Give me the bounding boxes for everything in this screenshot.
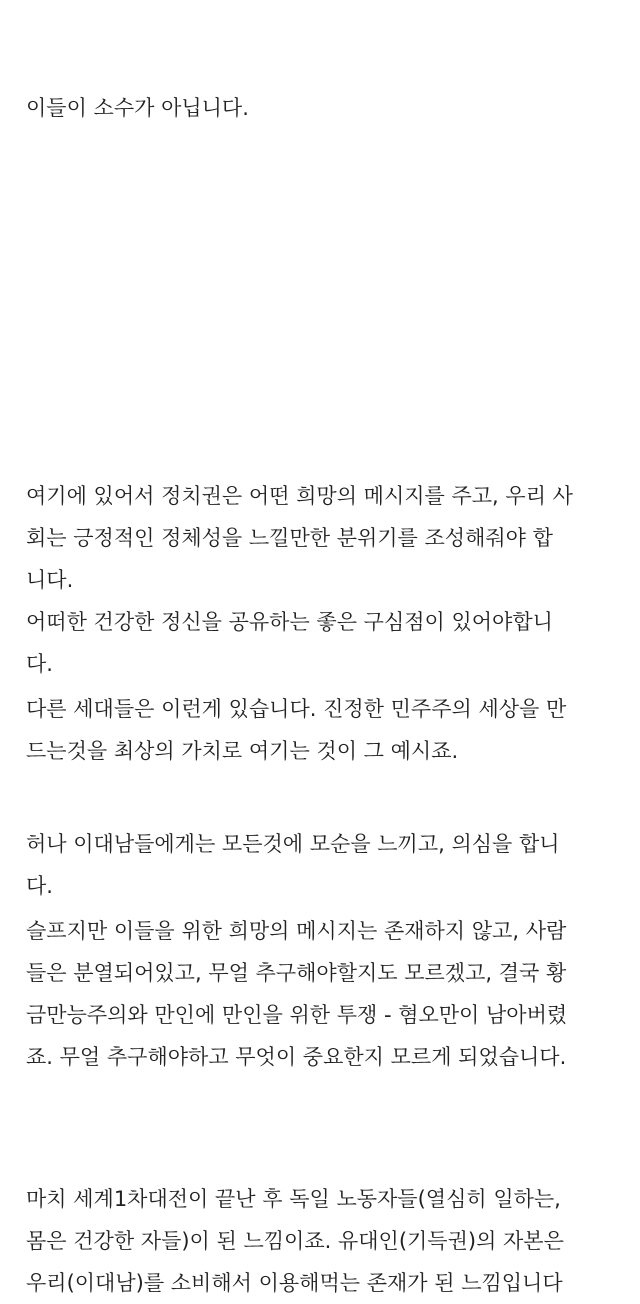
paragraph: [26, 475, 618, 601]
paragraph: [26, 1178, 618, 1304]
text-line: 들은 분열되어있고, 무얼 추구해야할지도 모르겠고, 결국 황: [26, 961, 567, 985]
text-line: 죠. 무얼 추구해야하고 무엇이 중요한지 모르게 되었습니다.: [26, 1045, 567, 1069]
text-line: 어떠한 건강한 정신을 공유하는 좋은 구심점이 있어야합니: [26, 610, 553, 634]
text-line: 슬프지만 이들을 위한 희망의 메시지는 존재하지 않고, 사람: [26, 919, 567, 943]
text-line: 여기에 있어서 정치권은 어떤 희망의 메시지를 주고, 우리 사: [26, 484, 573, 508]
text-line: 금만능주의와 만인에 만인을 위한 투쟁 - 혐오만이 남아버렸: [26, 1003, 568, 1027]
paragraph: [26, 688, 618, 772]
paragraph: [26, 87, 618, 129]
paragraph: [26, 823, 618, 907]
text-line: 다.: [26, 874, 53, 898]
text-line: 니다.: [26, 568, 74, 592]
paragraph: [26, 601, 618, 685]
text-line: 몸은 건강한 자들)이 된 느낌이죠. 유대인(기득권)의 자본은: [26, 1229, 564, 1253]
text-line: 다.: [26, 652, 53, 676]
paragraph: [26, 910, 618, 1078]
text-line: 이들이 소수가 아닙니다.: [26, 96, 249, 120]
text-line: 다른 세대들은 이런게 있습니다. 진정한 민주주의 세상을 만: [26, 697, 567, 721]
text-line: 마치 세계1차대전이 끝난 후 독일 노동자들(열심히 일하는,: [26, 1187, 561, 1211]
text-line: 회는 긍정적인 정체성을 느낄만한 분위기를 조성해줘야 합: [26, 526, 553, 550]
text-line: 드는것을 최상의 가치로 여기는 것이 그 예시죠.: [26, 739, 459, 763]
text-line: 허나 이대남들에게는 모든것에 모순을 느끼고, 의심을 합니: [26, 832, 560, 856]
text-line: 우리(이대남)를 소비해서 이용해먹는 존재가 된 느낌입니다: [26, 1271, 563, 1295]
